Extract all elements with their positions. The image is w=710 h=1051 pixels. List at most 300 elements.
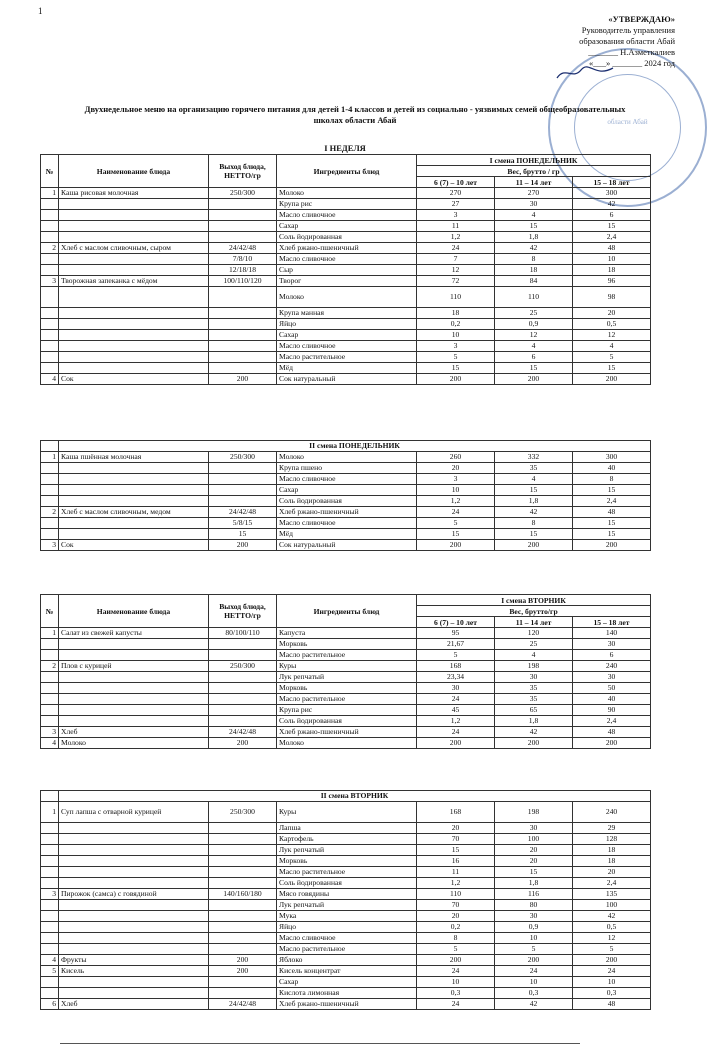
- row-number: [41, 716, 59, 727]
- weight-age-11-14: 110: [495, 287, 573, 308]
- weight-age-6-10: 11: [417, 867, 495, 878]
- dish-yield: [209, 977, 277, 988]
- weight-age-6-10: 260: [417, 452, 495, 463]
- dish-yield: 24/42/48: [209, 243, 277, 254]
- ingredient-name: Сахар: [277, 330, 417, 341]
- weight-age-15-18: 6: [573, 650, 651, 661]
- weight-age-15-18: 240: [573, 802, 651, 823]
- weight-age-11-14: 200: [495, 374, 573, 385]
- weight-age-15-18: 96: [573, 276, 651, 287]
- weight-age-6-10: 1,2: [417, 496, 495, 507]
- table-row: [41, 683, 651, 694]
- header-age-group: 11 – 14 лет: [495, 617, 573, 628]
- table-row: [41, 374, 651, 385]
- header-age-group: 15 – 18 лет: [573, 177, 651, 188]
- dish-yield: 140/160/180: [209, 889, 277, 900]
- weight-age-6-10: 27: [417, 199, 495, 210]
- table-row: [41, 802, 651, 823]
- ingredient-name: Сыр: [277, 265, 417, 276]
- dish-yield: [209, 834, 277, 845]
- dish-name: [59, 694, 209, 705]
- table-row: [41, 856, 651, 867]
- weight-age-11-14: 4: [495, 341, 573, 352]
- weight-age-6-10: 11: [417, 221, 495, 232]
- table-row: [41, 988, 651, 999]
- dish-name: [59, 911, 209, 922]
- ingredient-name: Лук репчатый: [277, 845, 417, 856]
- dish-yield: [209, 210, 277, 221]
- dish-yield: [209, 474, 277, 485]
- weight-age-11-14: 0,9: [495, 319, 573, 330]
- row-number: [41, 705, 59, 716]
- ingredient-name: Масло сливочное: [277, 254, 417, 265]
- dish-name: Кисель: [59, 966, 209, 977]
- weight-age-11-14: 15: [495, 363, 573, 374]
- weight-age-11-14: 30: [495, 911, 573, 922]
- dish-name: Каша пшённая молочная: [59, 452, 209, 463]
- weight-age-15-18: 98: [573, 287, 651, 308]
- weight-age-15-18: 15: [573, 518, 651, 529]
- dish-name: [59, 308, 209, 319]
- dish-name: [59, 900, 209, 911]
- header-age-group: 15 – 18 лет: [573, 617, 651, 628]
- row-number: [41, 221, 59, 232]
- dish-yield: [209, 485, 277, 496]
- ingredient-name: Картофель: [277, 834, 417, 845]
- table-row: [41, 243, 651, 254]
- weight-age-6-10: 24: [417, 694, 495, 705]
- ingredient-name: Хлеб ржано-пшеничный: [277, 507, 417, 518]
- weight-age-11-14: 42: [495, 999, 573, 1010]
- ingredient-name: Молоко: [277, 452, 417, 463]
- table-row: [41, 287, 651, 308]
- dish-name: [59, 518, 209, 529]
- weight-age-15-18: 15: [573, 485, 651, 496]
- ingredient-name: Кислота лимонная: [277, 988, 417, 999]
- row-number: 1: [41, 802, 59, 823]
- dish-name: [59, 287, 209, 308]
- dish-name: Хлеб: [59, 999, 209, 1010]
- ingredient-name: Соль йодированная: [277, 878, 417, 889]
- weight-age-6-10: 0,2: [417, 922, 495, 933]
- table-row: [41, 265, 651, 276]
- weight-age-6-10: 24: [417, 507, 495, 518]
- weight-age-6-10: 15: [417, 363, 495, 374]
- weight-age-15-18: 4: [573, 341, 651, 352]
- weight-age-11-14: 200: [495, 955, 573, 966]
- ingredient-name: Молоко: [277, 188, 417, 199]
- weight-age-11-14: 42: [495, 727, 573, 738]
- weight-age-15-18: 200: [573, 374, 651, 385]
- weight-age-15-18: 30: [573, 672, 651, 683]
- dish-yield: [209, 308, 277, 319]
- table-row: [41, 694, 651, 705]
- dish-yield: [209, 319, 277, 330]
- weight-age-6-10: 24: [417, 727, 495, 738]
- table-row: [41, 944, 651, 955]
- header-yield: Выход блюда, НЕТТО/гр: [209, 595, 277, 628]
- header-num: №: [41, 595, 59, 628]
- weight-age-6-10: 0,2: [417, 319, 495, 330]
- row-number: [41, 845, 59, 856]
- weight-age-11-14: 35: [495, 463, 573, 474]
- weight-age-11-14: 200: [495, 738, 573, 749]
- weight-age-11-14: 332: [495, 452, 573, 463]
- weight-age-6-10: 30: [417, 683, 495, 694]
- dish-yield: [209, 650, 277, 661]
- row-number: 1: [41, 452, 59, 463]
- weight-age-11-14: 4: [495, 650, 573, 661]
- ingredient-name: Хлеб ржано-пшеничный: [277, 727, 417, 738]
- approval-block: [505, 14, 675, 69]
- ingredient-name: Яйцо: [277, 319, 417, 330]
- table-row: [41, 628, 651, 639]
- table-row: [41, 639, 651, 650]
- weight-age-6-10: 21,67: [417, 639, 495, 650]
- table-row: [41, 823, 651, 834]
- dish-yield: 200: [209, 374, 277, 385]
- weight-age-11-14: 30: [495, 672, 573, 683]
- weight-age-11-14: 30: [495, 823, 573, 834]
- ingredient-name: Мука: [277, 911, 417, 922]
- weight-age-6-10: 1,2: [417, 232, 495, 243]
- ingredient-name: Масло растительное: [277, 944, 417, 955]
- weight-age-15-18: 30: [573, 639, 651, 650]
- table-row: [41, 330, 651, 341]
- row-number: 3: [41, 727, 59, 738]
- dish-yield: 5/8/15: [209, 518, 277, 529]
- row-number: [41, 878, 59, 889]
- dish-name: [59, 856, 209, 867]
- dish-yield: [209, 922, 277, 933]
- shift-title: II смена ПОНЕДЕЛЬНИК: [59, 441, 651, 452]
- row-number: 4: [41, 374, 59, 385]
- weight-age-11-14: 30: [495, 199, 573, 210]
- dish-name: [59, 867, 209, 878]
- document-title: Двухнедельное меню на организацию горячего питания для детей 1-4 классов и детей из социально - уязвимых семей общеобразовательных школах области Абай: [84, 104, 626, 125]
- dish-yield: [209, 330, 277, 341]
- header-weight: Вес, брутто / гр: [417, 166, 651, 177]
- table-row: [41, 727, 651, 738]
- table-row: [41, 966, 651, 977]
- table-row: [41, 716, 651, 727]
- weight-age-15-18: 300: [573, 188, 651, 199]
- weight-age-11-14: 4: [495, 474, 573, 485]
- row-number: [41, 265, 59, 276]
- shift-title: II смена ВТОРНИК: [59, 791, 651, 802]
- dish-name: [59, 463, 209, 474]
- table-row: [41, 352, 651, 363]
- weight-age-11-14: 15: [495, 529, 573, 540]
- dish-name: [59, 265, 209, 276]
- weight-age-15-18: 200: [573, 955, 651, 966]
- weight-age-15-18: 200: [573, 738, 651, 749]
- weight-age-15-18: 240: [573, 661, 651, 672]
- weight-age-11-14: 200: [495, 540, 573, 551]
- weight-age-6-10: 200: [417, 738, 495, 749]
- ingredient-name: Сахар: [277, 485, 417, 496]
- dish-name: [59, 683, 209, 694]
- weight-age-15-18: 8: [573, 474, 651, 485]
- week-label: I НЕДЕЛЯ: [324, 143, 366, 153]
- dish-name: [59, 319, 209, 330]
- weight-age-15-18: 200: [573, 540, 651, 551]
- row-number: 2: [41, 243, 59, 254]
- row-number: [41, 254, 59, 265]
- weight-age-15-18: 40: [573, 463, 651, 474]
- dish-name: [59, 988, 209, 999]
- weight-age-15-18: 48: [573, 243, 651, 254]
- ingredient-name: Мёд: [277, 363, 417, 374]
- header-num: №: [41, 155, 59, 188]
- dish-yield: [209, 988, 277, 999]
- dish-yield: 15: [209, 529, 277, 540]
- row-number: [41, 485, 59, 496]
- ingredient-name: Соль йодированная: [277, 716, 417, 727]
- dish-name: [59, 834, 209, 845]
- row-number: [41, 363, 59, 374]
- ingredient-name: Лук репчатый: [277, 672, 417, 683]
- dish-yield: 250/300: [209, 188, 277, 199]
- weight-age-6-10: 200: [417, 955, 495, 966]
- weight-age-11-14: 24: [495, 966, 573, 977]
- dish-name: [59, 716, 209, 727]
- weight-age-15-18: 0,5: [573, 922, 651, 933]
- ingredient-name: Яблоко: [277, 955, 417, 966]
- dish-name: [59, 705, 209, 716]
- weight-age-15-18: 100: [573, 900, 651, 911]
- weight-age-6-10: 5: [417, 518, 495, 529]
- dish-name: [59, 878, 209, 889]
- table-row: [41, 341, 651, 352]
- header-weight: Вес, брутто/гр: [417, 606, 651, 617]
- ingredient-name: Крупа манная: [277, 308, 417, 319]
- weight-age-6-10: 168: [417, 661, 495, 672]
- weight-age-11-14: 35: [495, 694, 573, 705]
- dish-yield: 250/300: [209, 802, 277, 823]
- weight-age-6-10: 0,3: [417, 988, 495, 999]
- weight-age-15-18: 24: [573, 966, 651, 977]
- table-row: [41, 867, 651, 878]
- row-number: 2: [41, 661, 59, 672]
- dish-yield: [209, 878, 277, 889]
- weight-age-11-14: 8: [495, 518, 573, 529]
- dish-yield: [209, 352, 277, 363]
- ingredient-name: Мёд: [277, 529, 417, 540]
- weight-age-6-10: 24: [417, 966, 495, 977]
- weight-age-11-14: 42: [495, 507, 573, 518]
- row-number: [41, 977, 59, 988]
- weight-age-11-14: 116: [495, 889, 573, 900]
- table-row: [41, 834, 651, 845]
- table-row: [41, 308, 651, 319]
- weight-age-15-18: 48: [573, 727, 651, 738]
- table-row: [41, 496, 651, 507]
- dish-name: [59, 845, 209, 856]
- weight-age-15-18: 135: [573, 889, 651, 900]
- weight-age-11-14: 20: [495, 856, 573, 867]
- row-number: [41, 319, 59, 330]
- weight-age-11-14: 4: [495, 210, 573, 221]
- dish-yield: [209, 232, 277, 243]
- weight-age-6-10: 16: [417, 856, 495, 867]
- row-number: [41, 496, 59, 507]
- weight-age-6-10: 3: [417, 474, 495, 485]
- header-age-group: 6 (7) – 10 лет: [417, 617, 495, 628]
- dish-name: [59, 254, 209, 265]
- ingredient-name: Молоко: [277, 738, 417, 749]
- weight-age-15-18: 2,4: [573, 496, 651, 507]
- ingredient-name: Хлеб ржано-пшеничный: [277, 243, 417, 254]
- weight-age-15-18: 20: [573, 308, 651, 319]
- weight-age-11-14: 15: [495, 867, 573, 878]
- weight-age-15-18: 42: [573, 911, 651, 922]
- page-number: 1: [38, 6, 43, 16]
- table-row: [41, 672, 651, 683]
- dish-name: [59, 474, 209, 485]
- weight-age-11-14: 15: [495, 485, 573, 496]
- row-number: 3: [41, 889, 59, 900]
- dish-name: [59, 210, 209, 221]
- dish-name: [59, 363, 209, 374]
- weight-age-11-14: 15: [495, 221, 573, 232]
- weight-age-6-10: 270: [417, 188, 495, 199]
- approval-line: Руководитель управления: [581, 25, 675, 35]
- table-row: [41, 276, 651, 287]
- header-yield: Выход блюда, НЕТТО/гр: [209, 155, 277, 188]
- weight-age-11-14: 42: [495, 243, 573, 254]
- approval-line: «___» _______ 2024 год: [589, 58, 675, 68]
- weight-age-11-14: 84: [495, 276, 573, 287]
- ingredient-name: Творог: [277, 276, 417, 287]
- weight-age-15-18: 20: [573, 867, 651, 878]
- dish-name: [59, 823, 209, 834]
- dish-name: Пирожок (самса) с говядиной: [59, 889, 209, 900]
- dish-yield: [209, 221, 277, 232]
- weight-age-11-14: 8: [495, 254, 573, 265]
- table-row: [41, 232, 651, 243]
- row-number: [41, 210, 59, 221]
- dish-yield: 200: [209, 738, 277, 749]
- dish-name: Фрукты: [59, 955, 209, 966]
- weight-age-6-10: 10: [417, 330, 495, 341]
- ingredient-name: Крупа пшено: [277, 463, 417, 474]
- shift-title: I смена ВТОРНИК: [417, 595, 651, 606]
- weight-age-15-18: 12: [573, 330, 651, 341]
- table-row: [41, 319, 651, 330]
- weight-age-11-14: 6: [495, 352, 573, 363]
- ingredient-name: Куры: [277, 802, 417, 823]
- table-row: [41, 900, 651, 911]
- ingredient-name: Масло растительное: [277, 352, 417, 363]
- weight-age-6-10: 45: [417, 705, 495, 716]
- row-number: 4: [41, 955, 59, 966]
- dish-yield: 24/42/48: [209, 507, 277, 518]
- ingredient-name: Куры: [277, 661, 417, 672]
- row-number: [41, 933, 59, 944]
- header-age-group: 11 – 14 лет: [495, 177, 573, 188]
- weight-age-11-14: 25: [495, 308, 573, 319]
- weight-age-11-14: 10: [495, 933, 573, 944]
- weight-age-11-14: 0,9: [495, 922, 573, 933]
- table-row: [41, 977, 651, 988]
- ingredient-name: Хлеб ржано-пшеничный: [277, 999, 417, 1010]
- dish-yield: 24/42/48: [209, 727, 277, 738]
- weight-age-11-14: 80: [495, 900, 573, 911]
- table-row: [41, 518, 651, 529]
- weight-age-15-18: 140: [573, 628, 651, 639]
- dish-name: Творожная запеканка с мёдом: [59, 276, 209, 287]
- ingredient-name: Масло сливочное: [277, 474, 417, 485]
- dish-yield: [209, 933, 277, 944]
- row-number: [41, 911, 59, 922]
- dish-name: [59, 977, 209, 988]
- dish-yield: 12/18/18: [209, 265, 277, 276]
- dish-name: Суп лапша с отварной курицей: [59, 802, 209, 823]
- dish-name: Хлеб с маслом сливочным, сыром: [59, 243, 209, 254]
- row-number: [41, 232, 59, 243]
- weight-age-15-18: 90: [573, 705, 651, 716]
- dish-yield: [209, 856, 277, 867]
- weight-age-15-18: 128: [573, 834, 651, 845]
- ingredient-name: Морковь: [277, 856, 417, 867]
- dish-yield: 7/8/10: [209, 254, 277, 265]
- weight-age-11-14: 198: [495, 661, 573, 672]
- weight-age-15-18: 40: [573, 694, 651, 705]
- weight-age-11-14: 1,8: [495, 878, 573, 889]
- row-number: [41, 199, 59, 210]
- dish-name: Салат из свежей капусты: [59, 628, 209, 639]
- dish-yield: [209, 716, 277, 727]
- dish-name: Сок: [59, 374, 209, 385]
- table-row: [41, 911, 651, 922]
- dish-yield: 100/110/120: [209, 276, 277, 287]
- weight-age-11-14: 65: [495, 705, 573, 716]
- dish-name: [59, 485, 209, 496]
- dish-name: [59, 922, 209, 933]
- row-number: 5: [41, 966, 59, 977]
- weight-age-6-10: 168: [417, 802, 495, 823]
- weight-age-11-14: 20: [495, 845, 573, 856]
- weight-age-6-10: 3: [417, 341, 495, 352]
- row-number: 3: [41, 276, 59, 287]
- weight-age-15-18: 42: [573, 199, 651, 210]
- weight-age-11-14: 120: [495, 628, 573, 639]
- weight-age-15-18: 5: [573, 352, 651, 363]
- dish-yield: [209, 672, 277, 683]
- row-number: [41, 463, 59, 474]
- weight-age-15-18: 2,4: [573, 716, 651, 727]
- weight-age-6-10: 5: [417, 944, 495, 955]
- dish-name: [59, 672, 209, 683]
- dish-yield: 24/42/48: [209, 999, 277, 1010]
- dish-yield: [209, 867, 277, 878]
- dish-name: [59, 529, 209, 540]
- ingredient-name: Молоко: [277, 287, 417, 308]
- weight-age-6-10: 1,2: [417, 716, 495, 727]
- weight-age-15-18: 15: [573, 529, 651, 540]
- weight-age-6-10: 5: [417, 352, 495, 363]
- weight-age-15-18: 18: [573, 856, 651, 867]
- weight-age-15-18: 6: [573, 210, 651, 221]
- dish-name: [59, 352, 209, 363]
- weight-age-6-10: 23,34: [417, 672, 495, 683]
- ingredient-name: Мясо говядины: [277, 889, 417, 900]
- ingredient-name: Соль йодированная: [277, 496, 417, 507]
- table-row: [41, 210, 651, 221]
- weight-age-6-10: 12: [417, 265, 495, 276]
- row-number: 1: [41, 188, 59, 199]
